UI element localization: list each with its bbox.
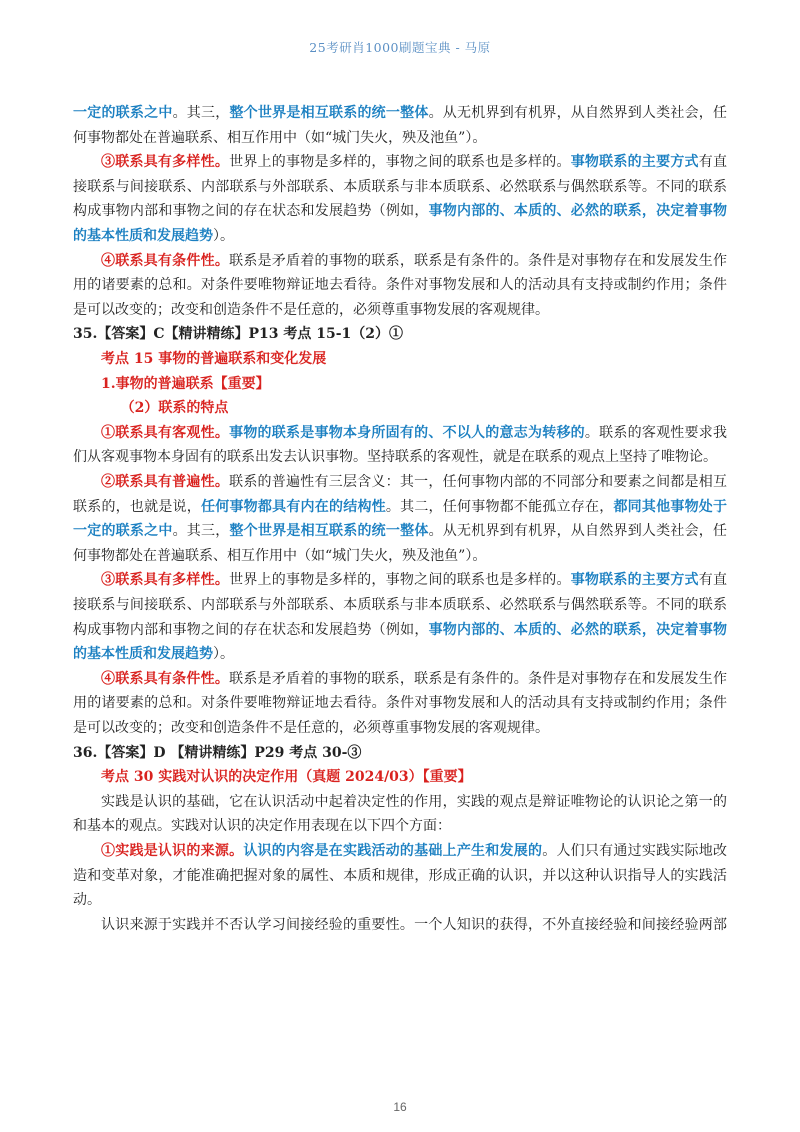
highlight-blue: 整个世界是相互联系的统一整体 [229, 105, 429, 121]
text-span: 实践是认识的基础，它在认识活动中起着决定性的作用，实践的观点是辩证唯物论的认识论之第一的 [101, 793, 727, 810]
highlight-blue: 任何事物都具有内在的结构性 [201, 498, 386, 515]
text-span: 构成事物内部和事物之间的存在状态和发展趋势（例如， [73, 203, 429, 220]
highlight-red: 考点 30 实践对认识的决定作用（真题 2024/03）【重要】 [101, 769, 472, 786]
highlight-red: ③联系具有多样性。 [101, 154, 230, 171]
text-line [73, 275, 727, 295]
text-line [73, 423, 727, 443]
highlight-red: ①实践是认识的来源。 [101, 843, 244, 859]
answer-heading [73, 743, 727, 763]
text-line [73, 251, 727, 271]
text-line [73, 866, 727, 886]
page-header: 25考研肖1000刷题宝典 - 马原 [309, 40, 491, 55]
answer-heading [73, 324, 727, 344]
text-line [73, 103, 727, 123]
highlight-blue: 都同其他事物处于 [613, 498, 727, 515]
text-line [73, 472, 727, 492]
highlight-blue: 的基本性质和发展趋势 [73, 228, 213, 244]
text-span: 动。 [73, 892, 101, 909]
text-span: 有直 [698, 572, 727, 589]
text-line [73, 300, 727, 320]
text-span: 联系的普遍性有三层含义：其一，任何事物内部的不同部分和要素之间都是相互 [229, 474, 727, 490]
highlight-red: ②联系具有普遍性。 [101, 474, 230, 490]
text-span: 是可以改变的；改变和创造条件不是任意的，必须尊重事物发展的客观规律。 [73, 720, 549, 736]
text-line [73, 128, 727, 148]
highlight-red: ④联系具有条件性。 [101, 670, 230, 687]
text-line [73, 816, 727, 836]
text-span: 36.【答案】D 【精讲精练】P29 考点 30-③ [73, 744, 362, 761]
text-span: 联系是矛盾着的事物的联系，联系是有条件的。条件是对事物存在和发展发生作 [229, 670, 727, 687]
page-number: 16 [393, 1100, 407, 1114]
highlight-red: ④联系具有条件性。 [101, 252, 230, 269]
text-line [73, 915, 727, 935]
highlight-blue: 事物联系的主要方式 [570, 572, 699, 589]
text-line [73, 152, 727, 172]
text-span: 认识来源于实践并不否认学习间接经验的重要性。一个人知识的获得，不外直接经验和间接经验两部 [101, 916, 727, 933]
text-line [73, 570, 727, 590]
text-span: ）。 [213, 646, 234, 663]
highlight-red: ①联系具有客观性。 [101, 424, 230, 441]
text-line [73, 595, 727, 615]
text-line [73, 546, 727, 566]
text-span: 35.【答案】C【精讲精练】P13 考点 15-1（2）① [73, 326, 404, 343]
text-line [73, 718, 727, 738]
text-span: 何事物都处在普遍联系、相互作用中（如“城门失火，殃及池鱼”）。 [73, 547, 487, 564]
text-line [73, 841, 727, 861]
text-line [73, 620, 727, 640]
text-span: 。其二，任何事物都不能孤立存在， [385, 498, 614, 515]
text-span: 。联系的客观性要求我 [584, 424, 727, 441]
highlight-blue: 的基本性质和发展趋势 [73, 646, 213, 663]
text-line [73, 767, 727, 787]
highlight-blue: 事物的联系是事物本身所固有的、不以人的意志为转移的 [229, 424, 585, 441]
text-span: 何事物都处在普遍联系、相互作用中（如“城门失火，殃及池鱼”）。 [73, 129, 487, 146]
text-span: 联系是矛盾着的事物的联系，联系是有条件的。条件是对事物存在和发展发生作 [229, 252, 727, 269]
text-line [73, 177, 727, 197]
text-span: 和基本的观点。实践对认识的决定作用表现在以下四个方面： [73, 818, 451, 835]
highlight-blue: 认识的内容是在实践活动的基础上产生和发展的 [243, 843, 543, 859]
highlight-red: ③联系具有多样性。 [101, 572, 230, 589]
text-span: 接联系与间接联系、内部联系与外部联系、本质联系与非本质联系、必然联系与偶然联系等。不同的联系 [73, 178, 727, 195]
text-span: 。人们只有通过实践实际地改 [542, 843, 727, 859]
highlight-red: （2）联系的特点 [120, 400, 229, 417]
text-line [73, 669, 727, 689]
text-span: 。从无机界到有机界，从自然界到人类社会，任 [428, 523, 727, 540]
text-span: 有直 [698, 154, 727, 171]
text-line [73, 521, 727, 541]
text-span: 用的诸要素的总和。对条件要唯物辩证地去看待。条件对事物发展和人的活动具有支持或制约作用；条件 [73, 695, 727, 712]
text-line [73, 693, 727, 713]
text-span: 世界上的事物是多样的，事物之间的联系也是多样的。 [229, 572, 571, 589]
text-span: 联系的，也就是说， [73, 498, 201, 515]
text-line [73, 447, 727, 467]
text-span: 是可以改变的；改变和创造条件不是任意的，必须尊重事物发展的客观规律。 [73, 301, 549, 318]
text-span: 接联系与间接联系、内部联系与外部联系、本质联系与非本质联系、必然联系与偶然联系等。不同的联系 [73, 597, 727, 613]
highlight-blue: 事物联系的主要方式 [570, 154, 699, 171]
highlight-blue: 整个世界是相互联系的统一整体 [229, 523, 429, 540]
highlight-blue: 一定的联系之中 [73, 105, 173, 121]
text-line [73, 644, 727, 664]
highlight-blue: 事物内部的、本质的、必然的联系，决定着事物 [428, 203, 727, 220]
text-line [73, 201, 727, 221]
highlight-red: 考点 15 事物的普遍联系和变化发展 [101, 351, 327, 367]
text-span: 用的诸要素的总和。对条件要唯物辩证地去看待。条件对事物发展和人的活动具有支持或制约作用；条件 [73, 277, 727, 294]
text-span: 们从客观事物本身固有的联系出发去认识事物。坚持联系的客观性，就是在联系的观点上坚持了唯物论。 [73, 449, 717, 466]
highlight-blue: 事物内部的、本质的、必然的联系，决定着事物 [428, 621, 727, 638]
text-span: 构成事物内部和事物之间的存在状态和发展趋势（例如， [73, 621, 429, 638]
text-line [73, 792, 727, 812]
text-line [73, 497, 727, 517]
text-span: 造和变革对象，才能准确把握对象的属性、本质和规律，形成正确的认识，并以这种认识指导人的实践活 [73, 867, 727, 884]
text-line [73, 890, 727, 910]
text-span: 。其三， [172, 523, 230, 540]
text-span: ）。 [213, 228, 234, 244]
highlight-blue: 一定的联系之中 [73, 523, 173, 540]
text-span: 。其三， [172, 105, 230, 121]
text-line [73, 398, 727, 418]
text-span: 。从无机界到有机界，从自然界到人类社会，任 [428, 105, 727, 121]
text-line [73, 349, 727, 369]
text-line [73, 374, 727, 394]
text-line [73, 226, 727, 246]
text-span: 世界上的事物是多样的，事物之间的联系也是多样的。 [229, 154, 571, 171]
highlight-red: 1.事物的普遍联系【重要】 [101, 375, 270, 392]
